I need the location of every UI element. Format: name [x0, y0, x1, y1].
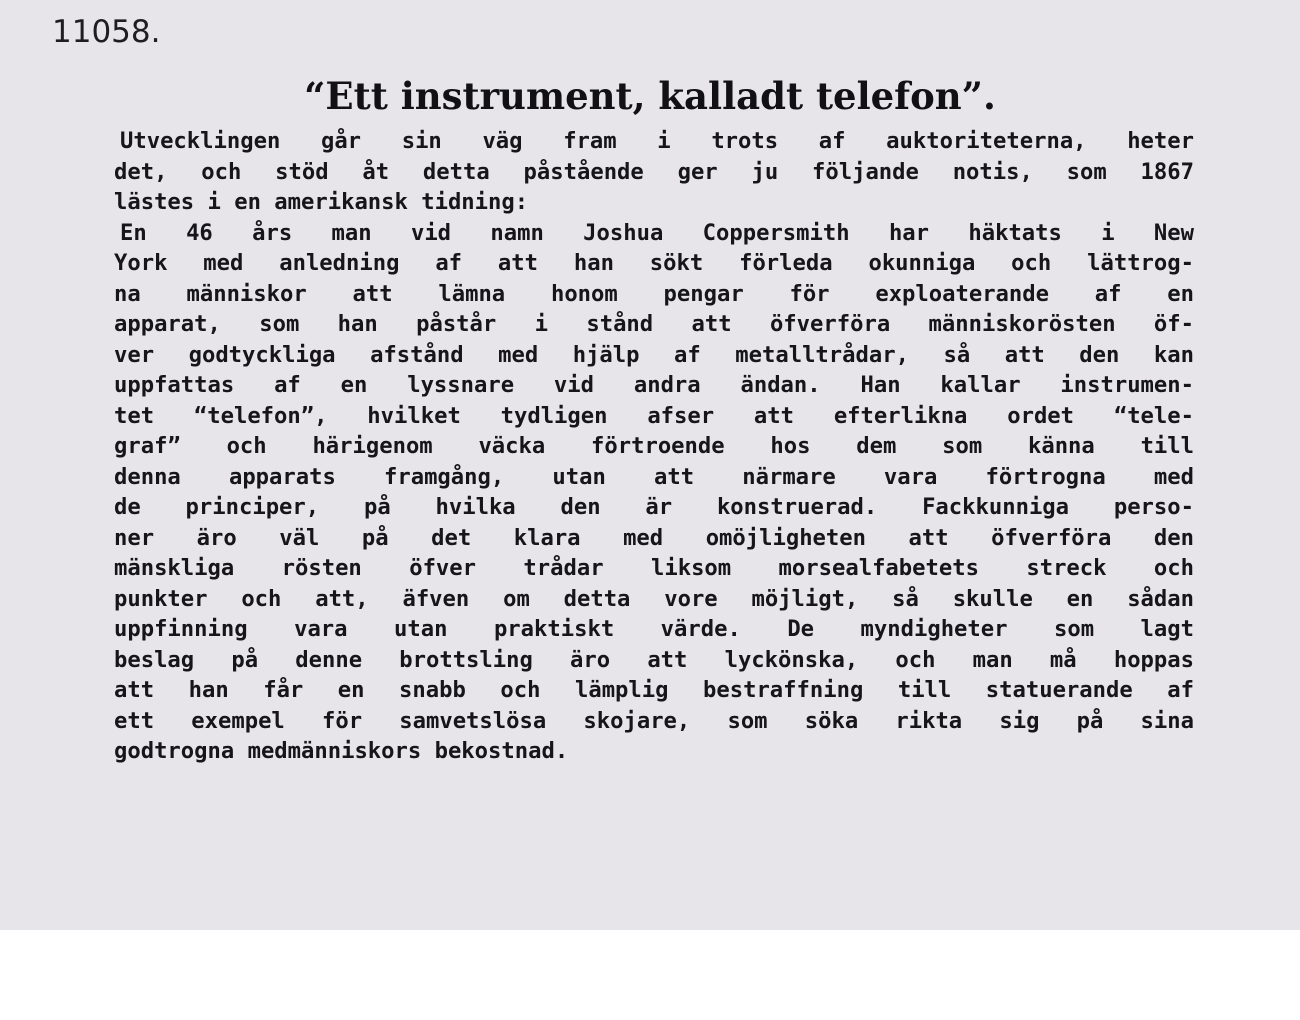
- body-line: att han får en snabb och lämplig bestraffning till statuerande af: [114, 677, 1194, 703]
- body-line: denna apparats framgång, utan att närmare vara förtrogna med: [114, 463, 1194, 490]
- body-line: beslag på denne brottsling äro att lyckönska, och man må hoppas: [114, 646, 1194, 673]
- body-line: York med anledning af att han sökt förleda okunniga och lättrog-: [114, 250, 1194, 276]
- article-title: “Ett instrument, kalladt telefon”.: [304, 74, 996, 118]
- body-line: apparat, som han påstår i stånd att öfverföra människorösten öf-: [114, 311, 1194, 337]
- body-line: mänskliga rösten öfver trådar liksom morsealfabetets streck och: [114, 555, 1194, 581]
- body-line: Utvecklingen går sin väg fram i trots af auktoriteterna, heter: [120, 128, 1194, 154]
- body-line: tet “telefon”, hvilket tydligen afser att efterlikna ordet “tele-: [114, 402, 1194, 429]
- body-line: uppfinning vara utan praktiskt värde. De myndigheter som lagt: [114, 616, 1194, 642]
- bottom-margin: [0, 930, 1300, 1020]
- article-body: [114, 126, 1194, 767]
- body-line: na människor att lämna honom pengar för exploaterande af en: [114, 280, 1194, 307]
- body-line: ner äro väl på det klara med omöjligheten att öfverföra den: [114, 524, 1194, 551]
- body-line: graf” och härigenom väcka förtroende hos dem som känna till: [114, 433, 1194, 459]
- body-line: uppfattas af en lyssnare vid andra ändan. Han kallar instrumen-: [114, 372, 1194, 398]
- catalog-number: 11058.: [52, 14, 161, 50]
- body-line: punkter och att, äfven om detta vore möjligt, så skulle en sådan: [114, 585, 1194, 612]
- body-line: ett exempel för samvetslösa skojare, som söka rikta sig på sina: [114, 707, 1194, 734]
- body-line: lästes i en amerikansk tidning:: [114, 189, 529, 215]
- body-line: godtrogna medmänniskors bekostnad.: [114, 738, 569, 764]
- body-line: ver godtyckliga afstånd med hjälp af metalltrådar, så att den kan: [114, 341, 1194, 368]
- body-line: det, och stöd åt detta påstående ger ju följande notis, som 1867: [114, 158, 1194, 185]
- body-line: de principer, på hvilka den är konstruerad. Fackkunniga perso-: [114, 494, 1194, 520]
- body-line: En 46 års man vid namn Joshua Coppersmith har häktats i New: [120, 219, 1194, 246]
